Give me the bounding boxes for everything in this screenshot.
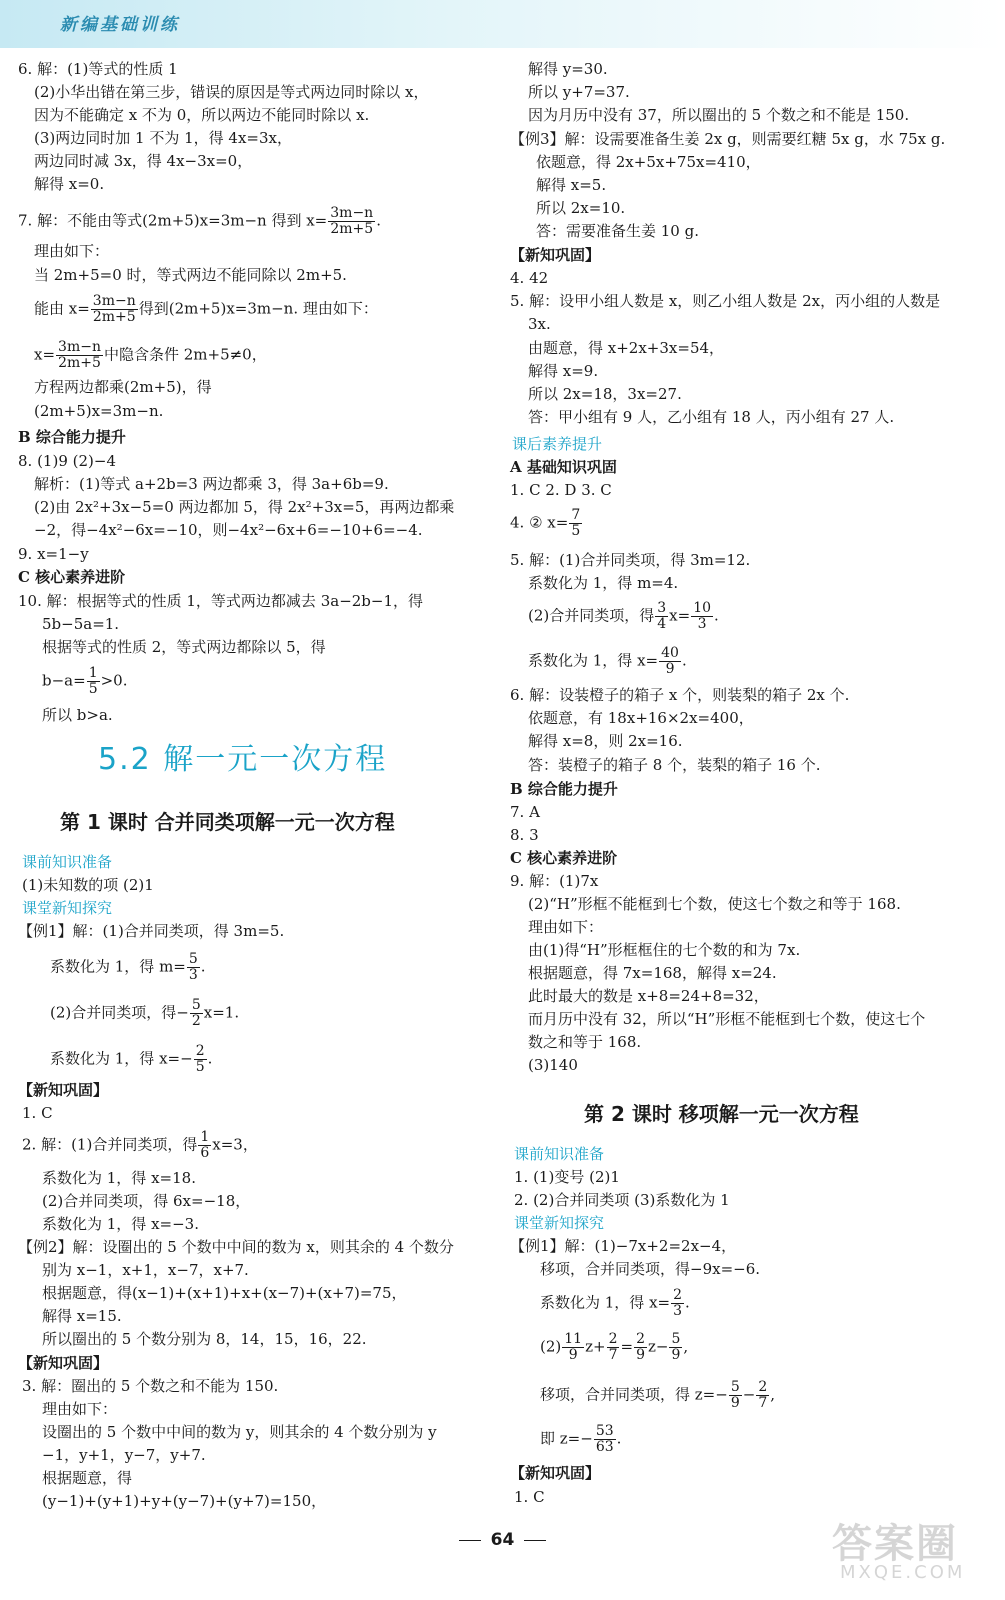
answer-line (34, 340, 267, 371)
subsection-heading: 课堂新知探究 (22, 899, 113, 917)
watermark-text: 答案圈 (832, 1521, 958, 1567)
text-span: 中隐含条件 2m+5≠0， (103, 345, 267, 364)
answer-line: 5b−5a=1. (42, 615, 120, 633)
answer-line: 系数化为 1，得 x= $\frac{2}{3}$ . (540, 1287, 690, 1319)
text-span: 2. 解：(1)合并同类项，得 (22, 1135, 198, 1154)
answer-line: 1. C (22, 1104, 53, 1122)
section-title: 5.2 解一元一次方程 (98, 742, 388, 777)
section-heading: C 核心素养进阶 (18, 568, 126, 586)
fraction (194, 1044, 207, 1075)
fraction (87, 666, 100, 697)
answer-line: 答：需要准备生姜 10 g. (536, 222, 699, 240)
answer-line: 设圈出的 5 个数中中间的数为 y，则其余的 4 个数分别为 y (42, 1423, 437, 1441)
fraction (671, 1288, 684, 1319)
answer-line: 所以 2x=10. (536, 199, 626, 217)
answer-line: 1. (1)变号 (2)1 (514, 1168, 620, 1186)
answer-line: 根据等式的性质 2，等式两边都除以 5，得 (42, 638, 326, 656)
answer-line: (2m+5)x=3m−n. (34, 402, 164, 420)
answer-line: 由题意，得 x+2x+3x=54， (528, 339, 725, 357)
answer-line: 9. 解：(1)7x (510, 872, 599, 890)
fraction (562, 1332, 584, 1363)
answer-line: 5. 解：(1)合并同类项，得 3m=12. (510, 551, 751, 569)
consolidation-heading: 【新知巩固】 (18, 1081, 109, 1099)
answer-line (510, 508, 583, 539)
answer-line: 系数化为 1，得 x=−3. (42, 1215, 199, 1233)
answer-line: 解得 x=0. (34, 175, 105, 193)
numerator: 5 (191, 997, 201, 1013)
consolidation-heading: 【新知巩固】 (510, 1464, 601, 1482)
text-span: = (620, 1337, 634, 1356)
numerator: 3m−n (58, 339, 101, 355)
text-span: 能由 x= (34, 299, 90, 318)
answer-line: 根据题意，得(x−1)+(x+1)+x+(x−7)+(x+7)=75， (42, 1284, 407, 1302)
subsection-heading: 课前知识准备 (22, 853, 113, 871)
fraction (190, 998, 203, 1029)
answer-line: 系数化为 1，得 m= $\frac{5}{3}$ . (50, 951, 206, 983)
text-span: (2) (540, 1337, 562, 1356)
denominator: 3 (697, 616, 707, 632)
text-span: 即 z=− (540, 1429, 593, 1448)
answer-line: (3)两边同时加 1 不为 1，得 4x=3x， (34, 129, 292, 147)
text-span: x=1. (203, 1003, 240, 1022)
answer-line: 当 2m+5=0 时，等式两边不能同除以 2m+5. (34, 266, 347, 284)
answer-line: 方程两边都乘(2m+5)，得 (34, 378, 212, 396)
denominator: 5 (88, 681, 98, 697)
denominator: 2 (191, 1013, 201, 1029)
answer-line: 系数化为 1，得 x=− $\frac{2}{5}$ . (50, 1043, 213, 1075)
fraction (691, 601, 713, 632)
denominator: 2m+5 (330, 221, 374, 237)
header-band (0, 0, 1005, 48)
answer-line: 根据题意，得 (42, 1469, 133, 1487)
answer-line: 9. x=1−y (18, 545, 89, 563)
page-number-text: 64 (490, 1530, 515, 1550)
answer-line: 两边同时减 3x，得 4x−3x=0， (34, 152, 253, 170)
answer-line: 所以 2x=18，3x=27. (528, 385, 682, 403)
text-span: x= (669, 606, 691, 625)
numerator: 2 (673, 1287, 683, 1303)
text-span: 4. ② x= (510, 513, 569, 532)
answer-line: 因为月历中没有 37，所以圈出的 5 个数之和不能是 150. (528, 106, 910, 124)
fraction (729, 1380, 742, 1411)
answer-line: 6. 解：(1)等式的性质 1 (18, 60, 178, 78)
answer-line: 根据题意，得 7x=168，解得 x=24. (528, 964, 777, 982)
section-heading: B 综合能力提升 (510, 780, 618, 798)
fraction (634, 1332, 647, 1363)
text-span: − (742, 1385, 756, 1404)
denominator: 63 (595, 1439, 614, 1455)
answer-line: (2)由 2x²+3x−5=0 两边都加 5，得 2x²+3x=5，再两边都乘 (34, 498, 455, 516)
answer-line: 2. (2)合并同类项 (3)系数化为 1 (514, 1191, 730, 1209)
answer-line: 所以 y+7=37. (528, 83, 630, 101)
text-span: x=3， (212, 1135, 258, 1154)
answer-line: 理由如下： (528, 918, 604, 936)
dash-left (459, 1540, 481, 1541)
answer-line: (y−1)+(y+1)+y+(y−7)+(y+7)=150， (42, 1492, 327, 1510)
numerator: 7 (571, 507, 581, 523)
text-span: z− (647, 1337, 669, 1356)
numerator: 5 (730, 1379, 740, 1395)
answer-line: 即 z=− $\frac{53}{63}$ . (540, 1423, 622, 1455)
answer-line: 7. 解：不能由等式(2m+5)x=3m−n 得到 x= $\frac{3m-n}{2m+5}$ . (18, 205, 381, 237)
numerator: 2 (636, 1331, 645, 1347)
answer-line: 答：装橙子的箱子 8 个，装梨的箱子 16 个. (528, 756, 821, 774)
numerator: 1 (88, 665, 98, 681)
answer-line: 解得 y=30. (528, 60, 608, 78)
answer-line: 7. A (510, 803, 540, 821)
lesson-title: 第 2 课时 移项解一元一次方程 (584, 1102, 859, 1126)
dash-right (524, 1540, 546, 1541)
answer-line: 8. (1)9 (2)−4 (18, 452, 116, 470)
denominator: 7 (608, 1347, 618, 1363)
answer-line (22, 1130, 258, 1161)
answer-line: 而月历中没有 32，所以“H”形框不能框到七个数，使这七个 (528, 1010, 926, 1028)
section-heading: C 核心素养进阶 (510, 849, 618, 867)
numerator: 2 (608, 1331, 618, 1347)
answer-line: 4. 42 (510, 269, 549, 287)
text-span: 7. 解：不能由等式(2m+5)x=3m−n 得到 x= (18, 211, 328, 230)
numerator: 3m−n (92, 293, 136, 309)
answer-line (42, 666, 128, 697)
subsection-heading: 课堂新知探究 (514, 1214, 605, 1232)
answer-line: 所以圈出的 5 个数分别为 8，14，15，16，22. (42, 1330, 367, 1348)
answer-line: (3)140 (528, 1056, 578, 1074)
numerator: 40 (661, 645, 679, 661)
answer-line: 6. 解：设装橙子的箱子 x 个，则装梨的箱子 2x 个. (510, 686, 850, 704)
numerator: 11 (564, 1331, 583, 1347)
subsection-heading: 课后素养提升 (512, 435, 603, 453)
answer-line: 此时最大的数是 x+8=24+8=32， (528, 987, 769, 1005)
text-span: 系数化为 1，得 m= (50, 957, 186, 976)
text-span: 移项，合并同类项，得 z=− (540, 1385, 728, 1404)
answer-line: 数之和等于 168. (528, 1033, 642, 1051)
answer-line: 移项，合并同类项，得 z=− $\frac{5}{9}$ − $\frac{2}{7}$ , (540, 1379, 776, 1411)
answer-line: (2)“H”形框不能框到七个数，使这七个数之和等于 168. (528, 895, 901, 913)
fraction (655, 601, 668, 632)
answer-line: 答：甲小组有 9 人，乙小组有 18 人，丙小组有 27 人. (528, 408, 895, 426)
answer-line: 【例1】解：(1)合并同类项，得 3m=5. (18, 922, 285, 940)
answer-line: 解得 x=9. (528, 362, 599, 380)
fraction (187, 952, 200, 983)
answer-line (34, 294, 378, 325)
numerator: 3 (657, 600, 667, 616)
watermark-logo (832, 1512, 982, 1592)
numerator: 5 (188, 951, 198, 967)
answer-line: 系数化为 1，得 x= $\frac{40}{9}$ . (528, 645, 687, 677)
subsection-heading: 课前知识准备 (514, 1145, 605, 1163)
answer-line: 理由如下： (34, 242, 110, 260)
fraction (56, 340, 103, 371)
text-span: x= (34, 345, 56, 364)
answer-line: (2)合并同类项，得 6x=−18， (42, 1192, 251, 1210)
answer-line: 5. 解：设甲小组人数是 x，则乙小组人数是 2x，丙小组的人数是 (510, 292, 941, 310)
answer-line: 系数化为 1，得 x=18. (42, 1169, 196, 1187)
fraction (659, 646, 681, 677)
fraction (569, 508, 582, 539)
denominator: 7 (758, 1395, 768, 1411)
denominator: 9 (568, 1347, 578, 1363)
answer-line: 解得 x=5. (536, 176, 607, 194)
answer-line: −2，得−4x²−6x=−10，则−4x²−6x+6=−10+6=−4. (34, 521, 423, 539)
numerator: 5 (671, 1331, 681, 1347)
answer-line: (1)未知数的项 (2)1 (22, 876, 154, 894)
denominator: 6 (200, 1145, 210, 1161)
answer-line: 3. 解：圈出的 5 个数之和不能为 150. (22, 1377, 279, 1395)
text-span: 系数化为 1，得 x= (540, 1293, 671, 1312)
section-heading: B 综合能力提升 (18, 428, 126, 446)
denominator: 2m+5 (92, 309, 136, 325)
numerator: 2 (758, 1379, 768, 1395)
text-span: (2)合并同类项，得 (528, 606, 655, 625)
numerator: 10 (693, 600, 712, 616)
lesson-title: 第 1 课时 合并同类项解一元一次方程 (60, 810, 395, 834)
answer-line: 10. 解：根据等式的性质 1，等式两边都减去 3a−2b−1，得 (18, 592, 424, 610)
text-span: 系数化为 1，得 x=− (50, 1049, 193, 1068)
answer-line: 移项，合并同类项，得−9x=−6. (540, 1260, 761, 1278)
answer-line: 【例2】解：设圈出的 5 个数中中间的数为 x，则其余的 4 个数分 (18, 1238, 454, 1256)
fraction (198, 1130, 211, 1161)
section-heading: A 基础知识巩固 (510, 458, 617, 476)
denominator: 3 (188, 967, 198, 983)
answer-line: 所以 b>a. (42, 706, 113, 724)
watermark-sub: MXQE.COM (840, 1562, 966, 1583)
text-span: >0. (100, 671, 128, 690)
answer-line (50, 998, 239, 1029)
answer-line: 由(1)得“H”形框框住的七个数的和为 7x. (528, 941, 801, 959)
answer-line: 3x. (528, 315, 551, 333)
answer-line: 依题意，有 18x+16×2x=400， (528, 709, 754, 727)
answer-line: 依题意，得 2x+5x+75x=410， (536, 153, 761, 171)
fraction (594, 1424, 616, 1455)
denominator: 4 (657, 616, 667, 632)
denominator: 5 (195, 1059, 205, 1075)
denominator: 9 (671, 1347, 681, 1363)
text-span: 得到(2m+5)x=3m−n. 理由如下： (138, 299, 378, 318)
denominator: 2m+5 (58, 355, 101, 371)
answer-line: 1. C 2. D 3. C (510, 481, 612, 499)
answer-line: (2)合并同类项，得 $\frac{3}{4}$ x= $\frac{10}{3}$ . (528, 600, 719, 632)
denominator: 9 (730, 1395, 740, 1411)
denominator: 5 (571, 523, 581, 539)
answer-line: 解得 x=15. (42, 1307, 122, 1325)
fraction (328, 206, 375, 237)
text-span: (2)合并同类项，得− (50, 1003, 189, 1022)
answer-line: (2)小华出错在第三步，错误的原因是等式两边同时除以 x， (34, 83, 429, 101)
answer-line: −1，y+1，y−7，y+7. (42, 1446, 206, 1464)
numerator: 1 (200, 1129, 210, 1145)
numerator: 3m−n (330, 205, 374, 221)
fraction (756, 1380, 769, 1411)
text-span: b−a= (42, 671, 86, 690)
answer-line: 解析：(1)等式 a+2b=3 两边都乘 3，得 3a+6b=9. (34, 475, 389, 493)
answer-line: 理由如下： (42, 1400, 118, 1418)
fraction (91, 294, 138, 325)
answer-line: 【例3】解：设需要准备生姜 2x g，则需要红糖 5x g，水 75x g. (510, 130, 946, 148)
consolidation-heading: 【新知巩固】 (510, 246, 601, 264)
consolidation-heading: 【新知巩固】 (18, 1354, 109, 1372)
fraction (669, 1332, 682, 1363)
answer-line: (2) $\frac{11}{9}$ z+ $\frac{2}{7}$ = $\frac{2}{9}$ z− $\frac{5}{9}$ , (540, 1331, 689, 1363)
text-span: 系数化为 1，得 x= (528, 651, 659, 670)
fraction (607, 1332, 620, 1363)
answer-line: 1. C (514, 1488, 545, 1506)
header-title: 新编基础训练 (60, 15, 180, 35)
answer-line: 8. 3 (510, 826, 539, 844)
answer-line: 系数化为 1，得 m=4. (528, 574, 679, 592)
numerator: 53 (595, 1423, 614, 1439)
denominator: 3 (673, 1303, 683, 1319)
text-span: z+ (585, 1337, 606, 1356)
denominator: 9 (636, 1347, 645, 1363)
answer-line: 别为 x−1，x+1，x−7，x+7. (42, 1261, 249, 1279)
answer-line: 解得 x=8，则 2x=16. (528, 732, 683, 750)
answer-line: 因为不能确定 x 不为 0，所以两边不能同时除以 x. (34, 106, 370, 124)
numerator: 2 (195, 1043, 205, 1059)
denominator: 9 (665, 661, 675, 677)
answer-line: 【例1】解：(1)−7x+2=2x−4， (510, 1237, 737, 1255)
